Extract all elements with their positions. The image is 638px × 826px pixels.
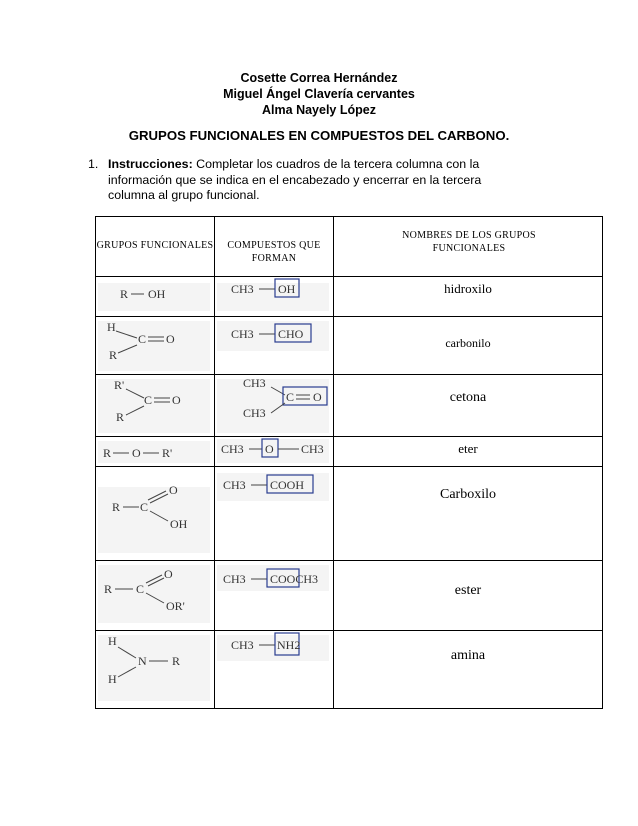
name-cell (334, 437, 603, 467)
svg-text:N: N (138, 654, 147, 668)
svg-text:C: C (140, 500, 149, 514)
svg-text:R: R (103, 446, 112, 460)
compound-structure (215, 467, 333, 561)
svg-text:CH3: CH3 (231, 282, 254, 296)
group-cell (96, 317, 215, 375)
svg-text:C: C (286, 390, 295, 404)
group-structure (96, 437, 214, 467)
name-cell (334, 467, 603, 561)
table-row (96, 631, 603, 709)
group-structure (96, 317, 214, 375)
group-name: Carboxilo (440, 487, 496, 502)
document-title: GRUPOS FUNCIONALES EN COMPUESTOS DEL CARBONO. (128, 128, 510, 143)
group-name: ester (454, 583, 482, 598)
compound-cell (215, 277, 334, 317)
svg-text:O: O (265, 442, 274, 456)
functional-groups-table (95, 216, 603, 709)
svg-text:H: H (108, 672, 117, 686)
group-structure (96, 277, 214, 317)
compound-structure (215, 375, 333, 437)
header-compounds: COMPUESTOS QUE FORMAN (215, 217, 334, 277)
group-structure (96, 375, 214, 437)
group-name: amina (450, 648, 486, 663)
svg-text:H: H (108, 634, 117, 648)
header-names: NOMBRES DE LOS GRUPOS FUNCIONALES (334, 217, 603, 277)
svg-text:R': R' (162, 446, 173, 460)
author-1: Cosette Correa Hernández (240, 71, 398, 85)
svg-text:NH2: NH2 (277, 638, 301, 652)
compound-cell (215, 631, 334, 709)
svg-text:R: R (112, 500, 121, 514)
svg-text:CH3: CH3 (243, 376, 266, 390)
compound-structure (215, 631, 333, 709)
svg-text:O: O (169, 483, 178, 497)
table-row (96, 317, 603, 375)
group-cell (96, 467, 215, 561)
svg-text:CH3: CH3 (231, 638, 254, 652)
group-cell (96, 277, 215, 317)
compound-cell (215, 437, 334, 467)
svg-text:CH3: CH3 (301, 442, 324, 456)
name-cell (334, 277, 603, 317)
name-cell (334, 631, 603, 709)
svg-text:R: R (120, 287, 129, 301)
group-name: hidroxilo (444, 281, 492, 296)
group-cell (96, 375, 215, 437)
svg-text:CH3: CH3 (231, 327, 254, 341)
compound-structure (215, 317, 333, 375)
table-row (96, 467, 603, 561)
svg-text:C: C (144, 393, 153, 407)
svg-text:R: R (172, 654, 181, 668)
compound-cell (215, 317, 334, 375)
table-row (96, 277, 603, 317)
compound-structure (215, 277, 333, 317)
svg-text:O: O (166, 332, 175, 346)
group-cell (96, 631, 215, 709)
name-cell (334, 561, 603, 631)
compound-cell (215, 467, 334, 561)
group-structure (96, 467, 214, 561)
svg-text:CH3: CH3 (243, 406, 266, 420)
group-structure (96, 631, 214, 709)
header-groups: GRUPOS FUNCIONALES (96, 217, 215, 277)
author-3: Alma Nayely López (262, 103, 376, 117)
group-name: carbonilo (445, 336, 491, 350)
table-row (96, 437, 603, 467)
compound-cell (215, 375, 334, 437)
svg-text:C: C (136, 582, 145, 596)
svg-text:O: O (164, 567, 173, 581)
group-cell (96, 437, 215, 467)
svg-text:O: O (172, 393, 181, 407)
group-cell (96, 561, 215, 631)
instructions-text: Completar los cuadros de la tercera columna con la información que se indica en el encabezado y encerrar en la tercera columna al grupo funcional. (108, 157, 482, 202)
svg-text:H: H (107, 320, 116, 334)
name-cell (334, 375, 603, 437)
table-header-row (96, 217, 603, 277)
svg-text:R: R (109, 348, 118, 362)
svg-text:CH3: CH3 (223, 572, 246, 586)
svg-text:COOH: COOH (270, 478, 305, 492)
svg-text:OH: OH (170, 517, 188, 531)
instructions-label: Instrucciones: (108, 157, 193, 171)
svg-text:CHO: CHO (278, 327, 304, 341)
svg-text:O: O (313, 390, 322, 404)
svg-text:CH3: CH3 (223, 478, 246, 492)
compound-cell (215, 561, 334, 631)
svg-text:OH: OH (278, 282, 296, 296)
svg-text:OR': OR' (166, 599, 185, 613)
name-cell (334, 317, 603, 375)
svg-text:OH: OH (148, 287, 166, 301)
compound-structure (215, 437, 333, 467)
svg-text:C: C (138, 332, 147, 346)
svg-text:R: R (104, 582, 113, 596)
author-2: Miguel Ángel Clavería cervantes (223, 87, 415, 101)
group-name: eter (458, 441, 478, 456)
svg-text:O: O (132, 446, 141, 460)
instructions-number: 1. (88, 157, 99, 171)
svg-text:CH3: CH3 (221, 442, 244, 456)
instructions (88, 157, 528, 204)
group-name: cetona (449, 390, 487, 405)
svg-text:R: R (116, 410, 125, 424)
svg-text:COOCH3: COOCH3 (270, 572, 319, 586)
authors-block (0, 70, 638, 118)
compound-structure (215, 561, 333, 631)
svg-text:R': R' (114, 378, 125, 392)
table-row (96, 561, 603, 631)
table-row (96, 375, 603, 437)
group-structure (96, 561, 214, 631)
